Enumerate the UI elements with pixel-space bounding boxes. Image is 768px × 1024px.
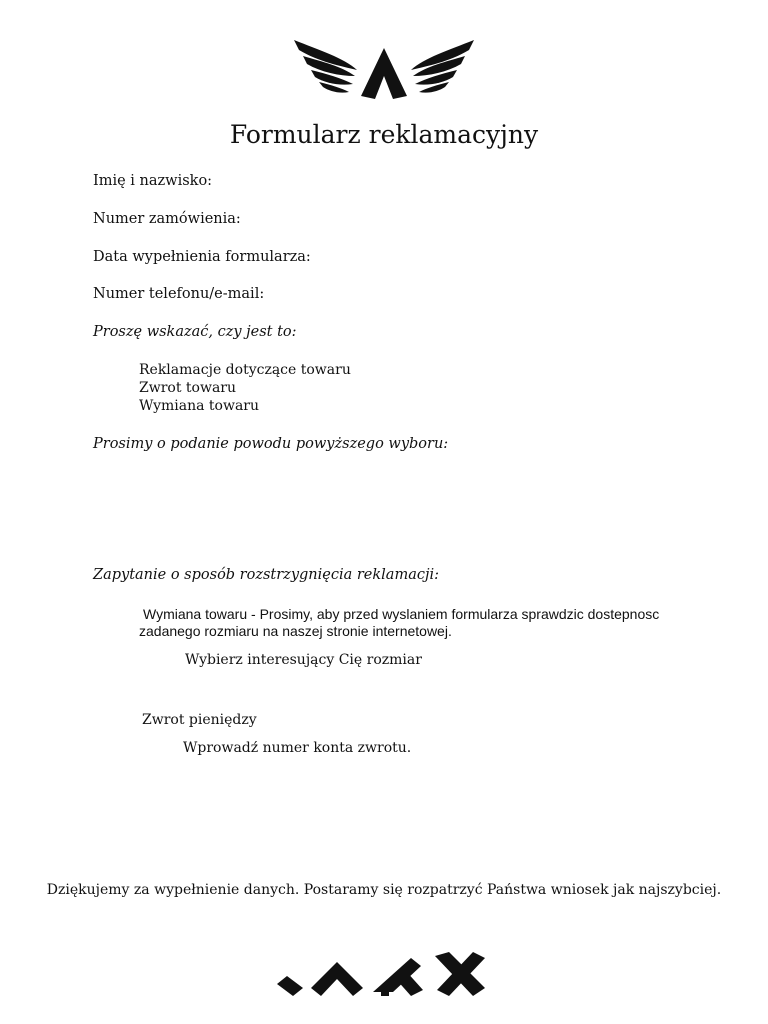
option-return: Zwrot towaru: [139, 380, 237, 396]
account-prompt: Wprowadź numer konta zwrotu.: [183, 740, 412, 756]
order-number-field-label: Numer zamówienia:: [93, 211, 241, 227]
reason-question: Prosimy o podanie powodu powyższego wyboru:: [93, 436, 449, 452]
contact-field-label: Numer telefonu/e-mail:: [93, 286, 265, 302]
page-title: Formularz reklamacyjny: [229, 120, 539, 149]
winged-logo-icon: [289, 36, 479, 106]
option-complaint: Reklamacje dotyczące towaru: [139, 362, 351, 378]
date-field-label: Data wypełnienia formularza:: [93, 249, 311, 265]
type-question: Proszę wskazać, czy jest to:: [93, 324, 297, 340]
resolution-question: Zapytanie o sposób rozstrzygnięcia reklamacji:: [93, 567, 439, 583]
name-field-label: Imię i nazwisko:: [93, 173, 213, 189]
refund-label: Zwrot pieniędzy: [142, 712, 257, 728]
option-exchange: Wymiana towaru: [139, 398, 259, 414]
size-prompt: Wybierz interesujący Cię rozmiar: [185, 652, 422, 668]
thank-you-message: Dziękujemy za wypełnienie danych. Postaramy się rozpatrzyć Państwa wniosek jak najszybciej.: [46, 882, 722, 898]
brand-wordmark-icon: [277, 948, 489, 998]
exchange-note-line2: zadanego rozmiaru na naszej stronie internetowej.: [139, 623, 452, 639]
exchange-note-line1: Wymiana towaru - Prosimy, aby przed wyslaniem formularza sprawdzic dostepnosc: [143, 606, 660, 622]
